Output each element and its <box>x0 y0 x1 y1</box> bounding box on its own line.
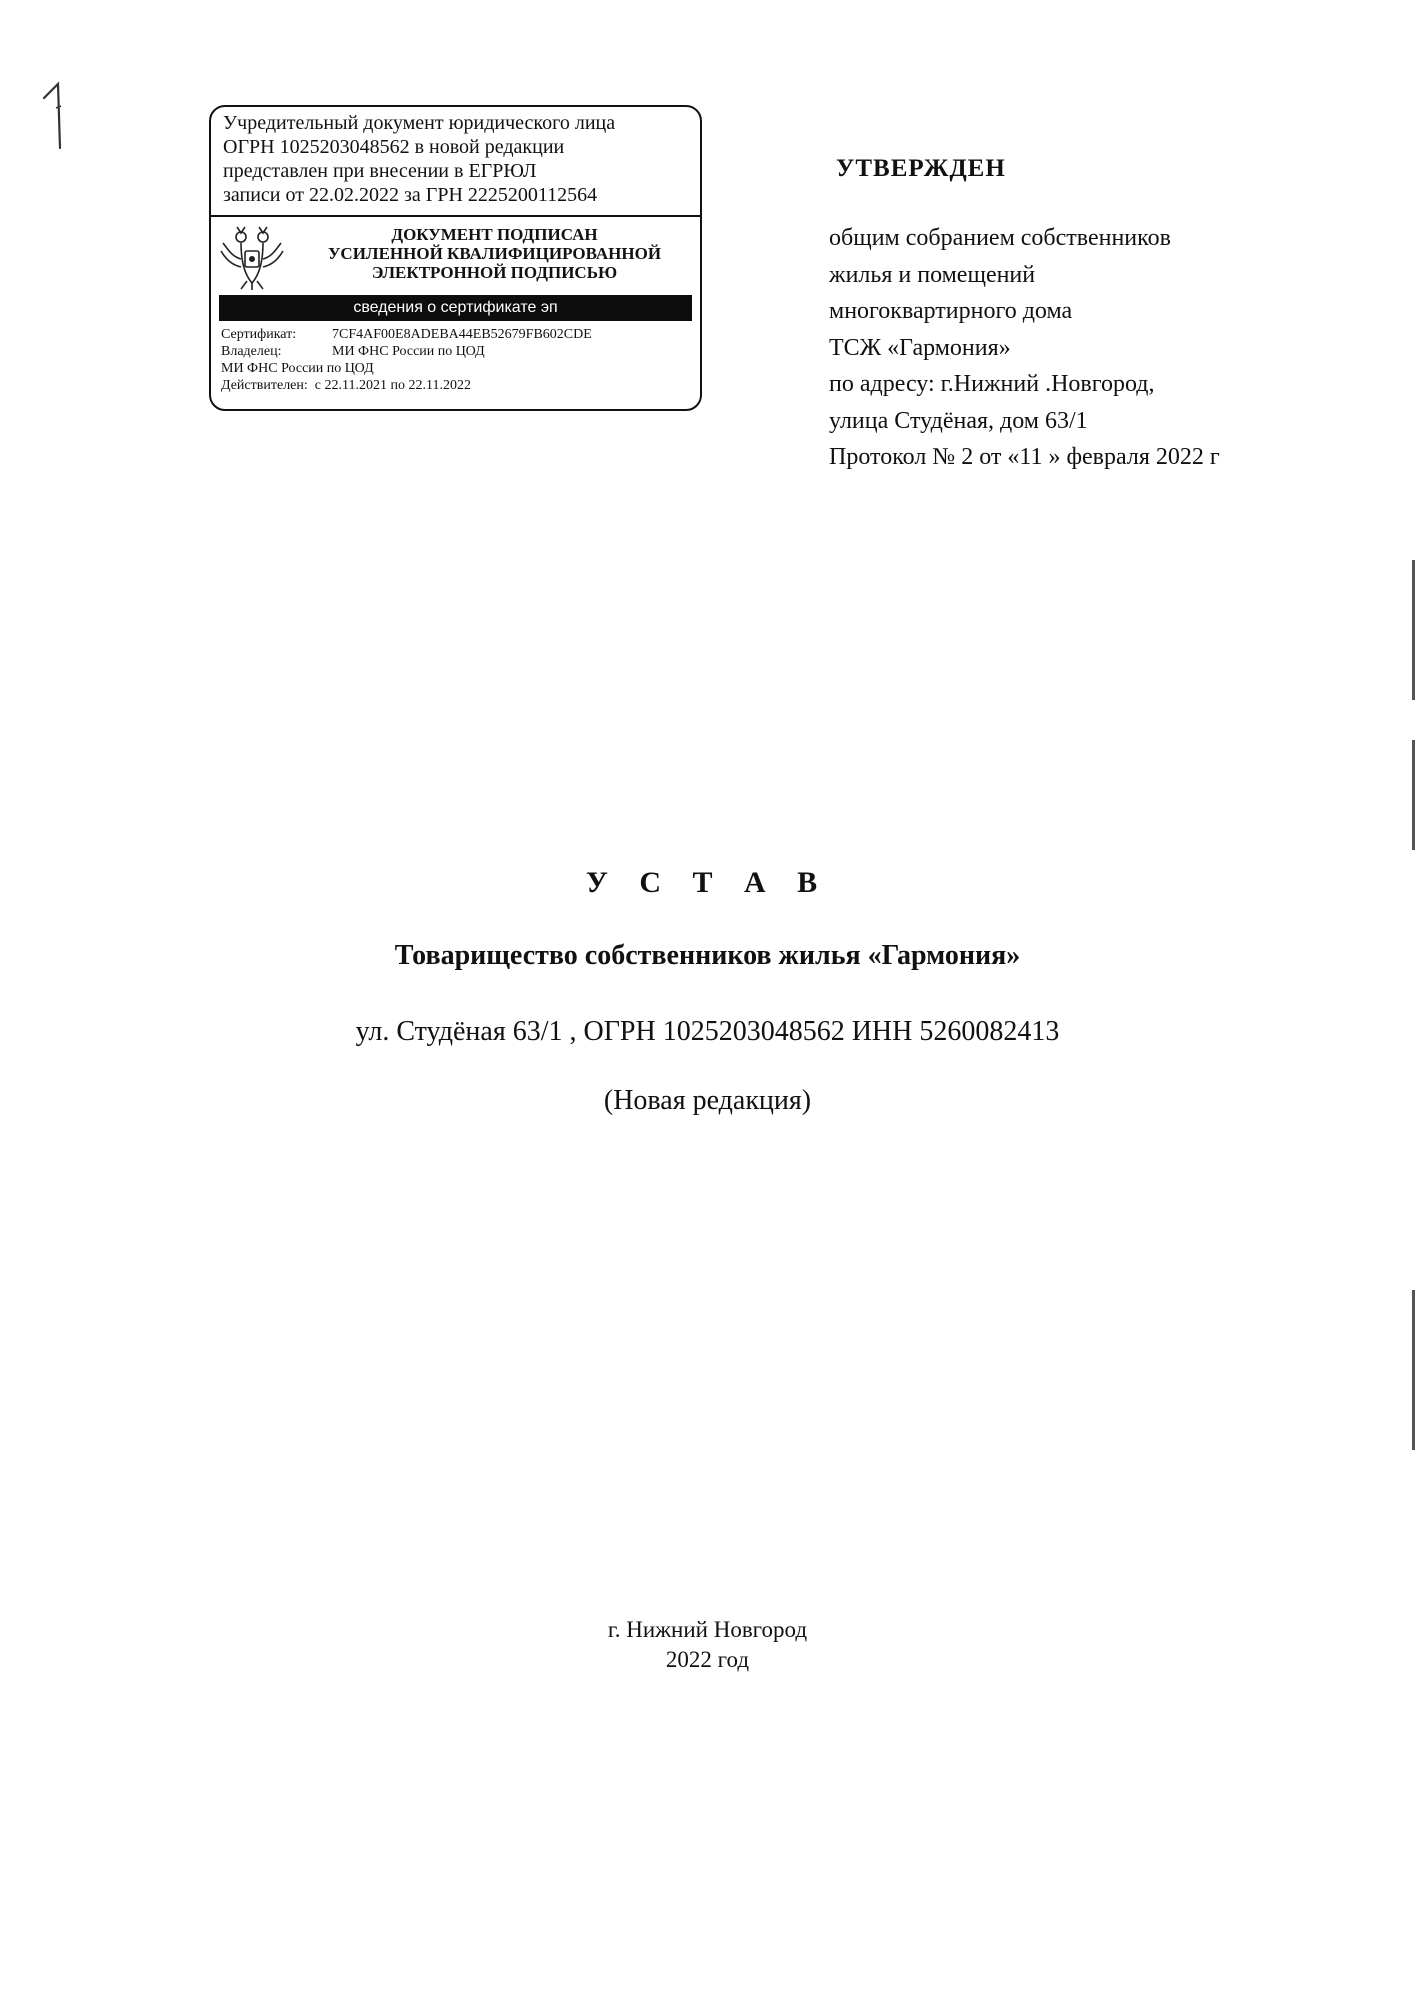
registration-line-2: ОГРН 1025203048562 в новой редакции <box>223 136 565 158</box>
approval-heading: УТВЕРЖДЕН <box>836 155 1006 182</box>
stamp-header <box>211 217 700 295</box>
valid-row <box>221 377 690 394</box>
place-and-year <box>0 1615 1415 1675</box>
valid-value: с 22.11.2021 по 22.11.2022 <box>314 378 471 393</box>
organization-details: ул. Студёная 63/1 , ОГРН 1025203048562 ИНН 5260082413 <box>355 1016 1060 1047</box>
organization-name: Товарищество собственников жилья «Гармония» <box>394 940 1021 971</box>
approval-line-1: общим собранием собственников <box>829 225 1171 251</box>
approval-lines <box>829 220 1220 476</box>
cert-label: Сертификат: <box>221 327 297 342</box>
signed-title-line-1: ДОКУМЕНТ ПОДПИСАН <box>391 225 598 244</box>
cert-value: 7CF4AF00E8ADEBA44EB52679FB602CDE <box>332 327 592 342</box>
year: 2022 год <box>665 1647 750 1672</box>
cert-row <box>221 326 690 343</box>
document-type-title: У С Т А В <box>585 866 830 899</box>
owner-row <box>221 343 690 360</box>
owner-value: МИ ФНС России по ЦОД <box>332 344 485 359</box>
owner-label: Владелец: <box>221 344 282 359</box>
edition-note: (Новая редакция) <box>603 1085 812 1116</box>
registration-line-1: Учредительный документ юридического лица <box>223 112 616 134</box>
approval-line-3: многоквартирного дома <box>829 298 1073 324</box>
approval-line-4: ТСЖ «Гармония» <box>829 334 1011 361</box>
registration-line-4: записи от 22.02.2022 за ГРН 2225200112564 <box>223 184 598 206</box>
electronic-signature-stamp <box>209 105 702 411</box>
approval-line-7: Протокол № 2 от «11 » февраля 2022 г <box>829 444 1220 470</box>
signed-title-line-3: ЭЛЕКТРОННОЙ ПОДПИСЬЮ <box>371 263 618 282</box>
approval-line-2: жилья и помещений <box>829 261 1036 288</box>
signed-title-line-2: УСИЛЕННОЙ КВАЛИФИЦИРОВАННОЙ <box>327 244 662 263</box>
certificate-info <box>211 321 700 394</box>
owner-line-2: МИ ФНС России по ЦОД <box>221 361 374 376</box>
registration-note <box>211 107 700 217</box>
certificate-bar: сведения о сертификате эп <box>219 295 692 321</box>
coat-of-arms-icon <box>219 221 285 291</box>
approval-line-5: по адресу: г.Нижний .Новгород, <box>829 371 1155 397</box>
city: г. Нижний Новгород <box>607 1617 808 1642</box>
registration-line-3: представлен при внесении в ЕГРЮЛ <box>223 160 537 182</box>
approval-line-6: улица Студёная, дом 63/1 <box>829 407 1088 434</box>
handwritten-page-number <box>40 78 70 153</box>
valid-label: Действителен: <box>221 378 308 393</box>
signed-title <box>293 225 696 282</box>
